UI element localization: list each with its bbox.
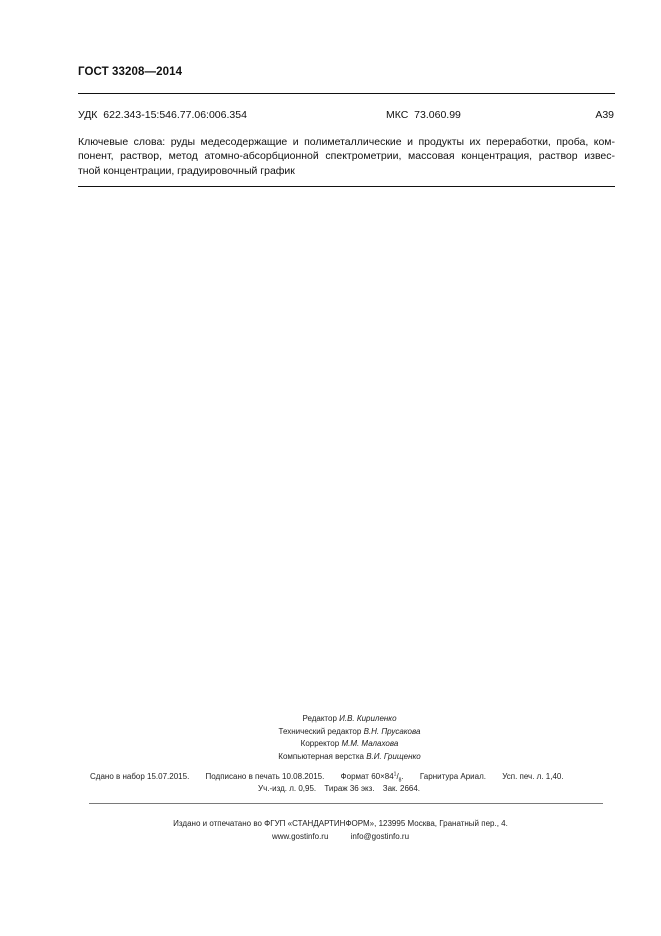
keywords-line-3: тной концентрации, градуировочный график bbox=[78, 164, 295, 177]
print-info-line-1 bbox=[90, 771, 578, 783]
paper-format: Формат $60\times 84^1/_8$. bbox=[340, 771, 404, 784]
publisher-address: Издано и отпечатано во ФГУП «СТАНДАРТИНФОРМ», 123995 Москва, Гранатный пер., 4. bbox=[173, 819, 508, 828]
print-sheets: Усп. печ. л. 1,40. bbox=[502, 771, 564, 781]
credit-role: Корректор bbox=[300, 739, 340, 749]
print-info-line-2 bbox=[258, 784, 426, 793]
credit-role: Компьютерная верстка bbox=[278, 752, 364, 762]
order-number: Зак. 2664. bbox=[382, 784, 421, 793]
credit-name: М.М. Малахова bbox=[341, 739, 399, 749]
submitted-date: Сдано в набор 15.07.2015. bbox=[90, 771, 190, 781]
mks-value: 73.060.99 bbox=[414, 109, 461, 121]
format-label: Формат 60×84 bbox=[340, 771, 394, 781]
format-denominator: 8 bbox=[398, 777, 402, 784]
credit-editor bbox=[38, 713, 661, 726]
credit-name: И.В. Кириленко bbox=[339, 714, 397, 723]
udk-classification bbox=[78, 109, 247, 121]
credit-name: В.Н. Прусакова bbox=[363, 726, 421, 736]
publisher-block bbox=[0, 818, 661, 843]
signed-date: Подписано в печать 10.08.2015. bbox=[205, 771, 325, 781]
typeface: Гарнитура Ариал. bbox=[419, 771, 486, 781]
document-code: ГОСТ 33208—2014 bbox=[78, 66, 183, 78]
format-numerator: 1 bbox=[393, 771, 397, 777]
keywords-line-2: понент, раствор, метод атомно-абсорбционной спектрометрии, массовая концентрация, раствор извес- bbox=[78, 150, 615, 163]
okp-code: А39 bbox=[595, 109, 614, 121]
top-rule-divider bbox=[78, 93, 615, 94]
format-suffix: . bbox=[401, 771, 404, 781]
mks-classification bbox=[386, 109, 461, 121]
imprint-divider bbox=[89, 803, 603, 804]
credit-name: В.И. Грищенко bbox=[366, 752, 421, 762]
website-link[interactable]: www.gostinfo.ru bbox=[271, 831, 329, 841]
keywords-bottom-rule bbox=[78, 186, 615, 187]
udk-value: 622.343-15:546.77.06:006.354 bbox=[103, 109, 247, 121]
credits-block bbox=[0, 713, 661, 764]
keywords-paragraph bbox=[78, 135, 615, 178]
credit-role: Редактор bbox=[302, 714, 337, 723]
mks-label: МКС bbox=[386, 109, 409, 121]
credit-role: Технический редактор bbox=[278, 726, 362, 736]
circulation: Тираж 36 экз. bbox=[324, 784, 375, 793]
credit-proofreader bbox=[38, 738, 661, 751]
udk-label: УДК bbox=[78, 109, 98, 121]
publisher-sheets: Уч.-изд. л. 0,95. bbox=[258, 784, 317, 793]
credit-layout bbox=[38, 751, 661, 764]
keywords-line-1: Ключевые слова: руды медесодержащие и полиметаллические и продукты их переработки, проба, ком- bbox=[78, 136, 615, 148]
credit-technical-editor bbox=[38, 726, 661, 739]
email-link[interactable]: info@gostinfo.ru bbox=[350, 831, 410, 841]
publisher-links bbox=[20, 831, 661, 844]
